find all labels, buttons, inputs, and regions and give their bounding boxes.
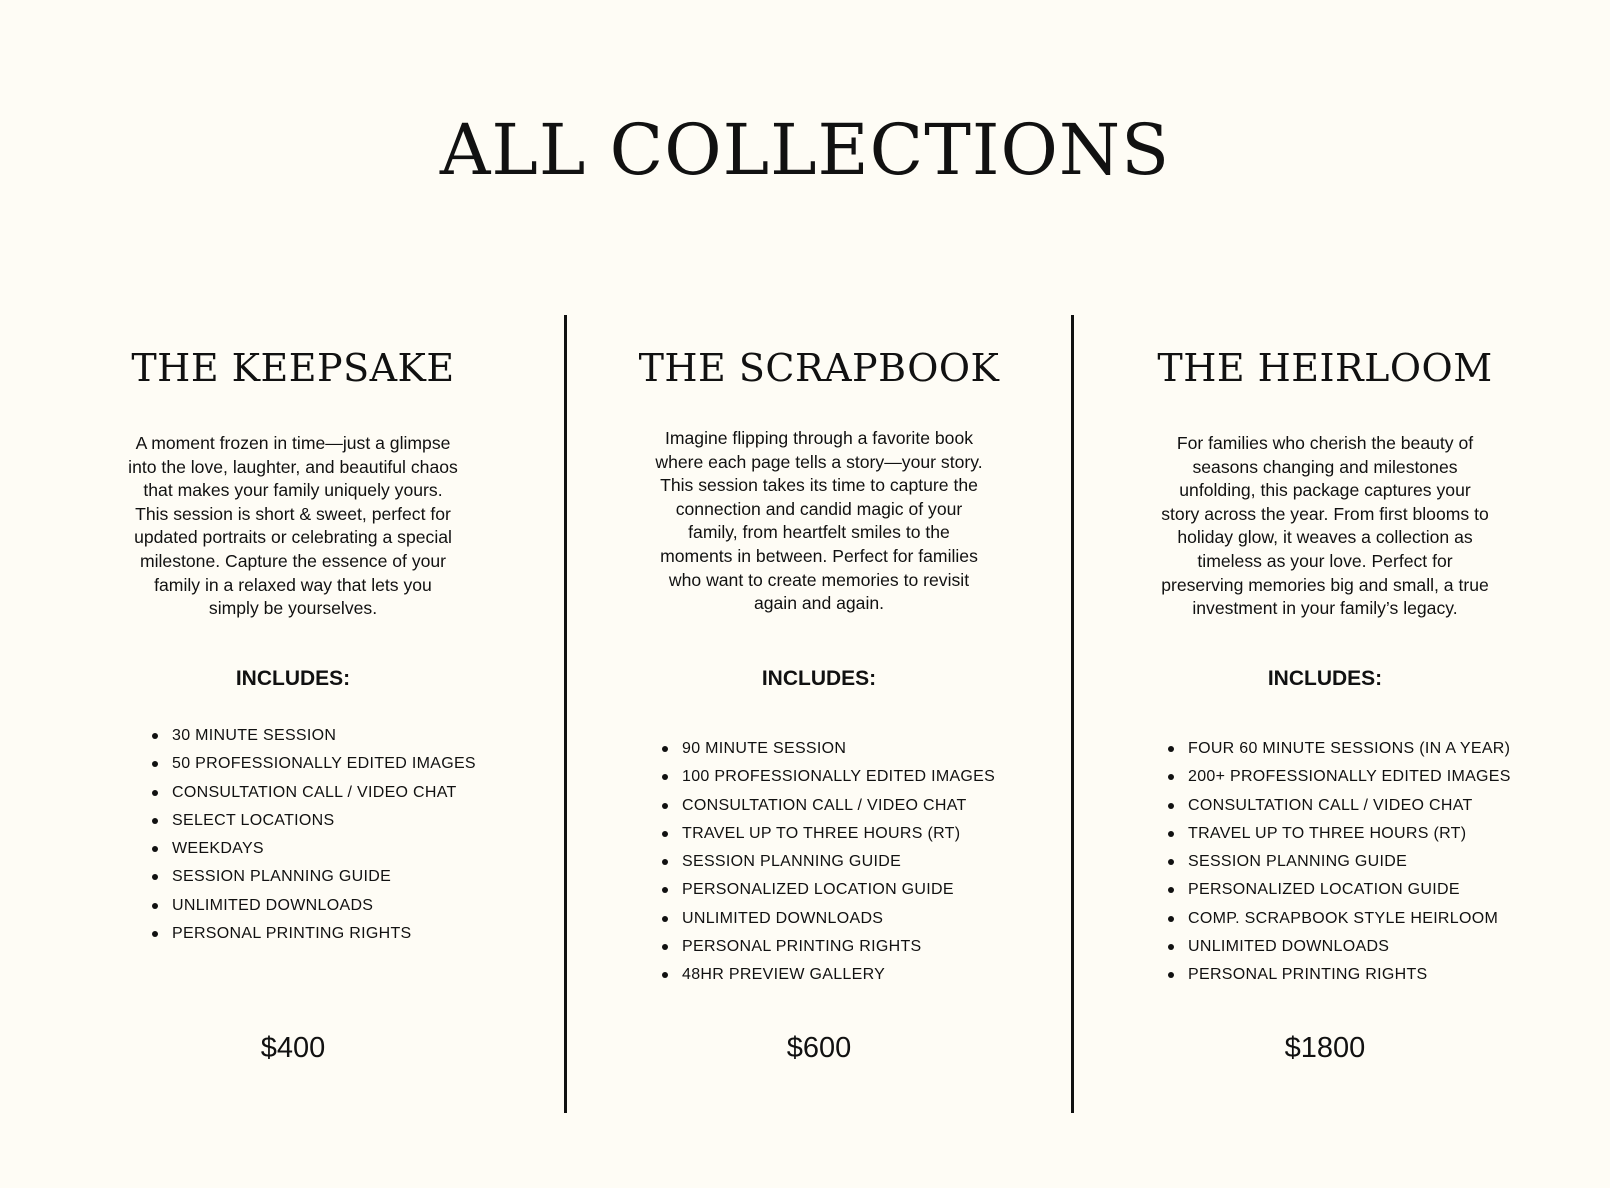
feature-item: CONSULTATION CALL / VIDEO CHAT: [658, 792, 995, 820]
feature-item: SESSION PLANNING GUIDE: [1164, 848, 1511, 876]
feature-item: PERSONAL PRINTING RIGHTS: [658, 933, 995, 961]
includes-heading: INCLUDES:: [1267, 667, 1383, 690]
feature-item: PERSONAL PRINTING RIGHTS: [148, 920, 476, 948]
page-title: ALL COLLECTIONS: [439, 109, 1171, 191]
feature-item: SELECT LOCATIONS: [148, 807, 476, 835]
feature-item: PERSONAL PRINTING RIGHTS: [1164, 961, 1511, 989]
collection-price: $400: [260, 1032, 326, 1064]
feature-item: TRAVEL UP TO THREE HOURS (RT): [658, 820, 995, 848]
feature-item: 48HR PREVIEW GALLERY: [658, 961, 995, 989]
feature-item: WEEKDAYS: [148, 835, 476, 863]
collection-price: $1800: [1284, 1032, 1366, 1064]
feature-item: FOUR 60 MINUTE SESSIONS (IN A YEAR): [1164, 735, 1511, 763]
feature-list: [658, 735, 995, 990]
collection-description: Imagine flipping through a favorite book where each page tells a story—your story. This session takes its time to capture the connection and candid magic of your family, from heartfelt smiles to the moments in between. Perfect for families who want to create memories to revisit again and again.: [655, 428, 983, 614]
feature-item: UNLIMITED DOWNLOADS: [148, 892, 476, 920]
collection-title: THE SCRAPBOOK: [638, 346, 1000, 390]
collection-title: THE KEEPSAKE: [131, 346, 455, 390]
collection-description: A moment frozen in time—just a glimpse into the love, laughter, and beautiful chaos that makes your family uniquely yours. This session is short & sweet, perfect for updated portraits or celebrating a special milestone. Capture the essence of your family in a relaxed way that lets you simply be yourselves.: [128, 433, 458, 619]
feature-list: [148, 722, 476, 948]
includes-heading: INCLUDES:: [761, 667, 877, 690]
feature-item: UNLIMITED DOWNLOADS: [658, 905, 995, 933]
feature-item: 100 PROFESSIONALLY EDITED IMAGES: [658, 763, 995, 791]
collection-title: THE HEIRLOOM: [1157, 346, 1493, 390]
feature-item: TRAVEL UP TO THREE HOURS (RT): [1164, 820, 1511, 848]
feature-item: 30 MINUTE SESSION: [148, 722, 476, 750]
feature-item: CONSULTATION CALL / VIDEO CHAT: [1164, 792, 1511, 820]
feature-item: 50 PROFESSIONALLY EDITED IMAGES: [148, 750, 476, 778]
collection-price: $600: [786, 1032, 852, 1064]
feature-item: COMP. SCRAPBOOK STYLE HEIRLOOM: [1164, 905, 1511, 933]
column-divider: [564, 315, 567, 1113]
feature-item: UNLIMITED DOWNLOADS: [1164, 933, 1511, 961]
feature-item: PERSONALIZED LOCATION GUIDE: [1164, 876, 1511, 904]
feature-item: 200+ PROFESSIONALLY EDITED IMAGES: [1164, 763, 1511, 791]
collection-description: For families who cherish the beauty of seasons changing and milestones unfolding, this package captures your story across the year. From first blooms to holiday glow, it weaves a collection as timeless as your love. Perfect for preserving memories big and small, a true investment in your family’s legacy.: [1161, 433, 1489, 619]
feature-list: [1164, 735, 1511, 990]
column-divider: [1071, 315, 1074, 1113]
feature-item: SESSION PLANNING GUIDE: [148, 863, 476, 891]
feature-item: 90 MINUTE SESSION: [658, 735, 995, 763]
feature-item: PERSONALIZED LOCATION GUIDE: [658, 876, 995, 904]
includes-heading: INCLUDES:: [235, 667, 351, 690]
feature-item: SESSION PLANNING GUIDE: [658, 848, 995, 876]
feature-item: CONSULTATION CALL / VIDEO CHAT: [148, 779, 476, 807]
